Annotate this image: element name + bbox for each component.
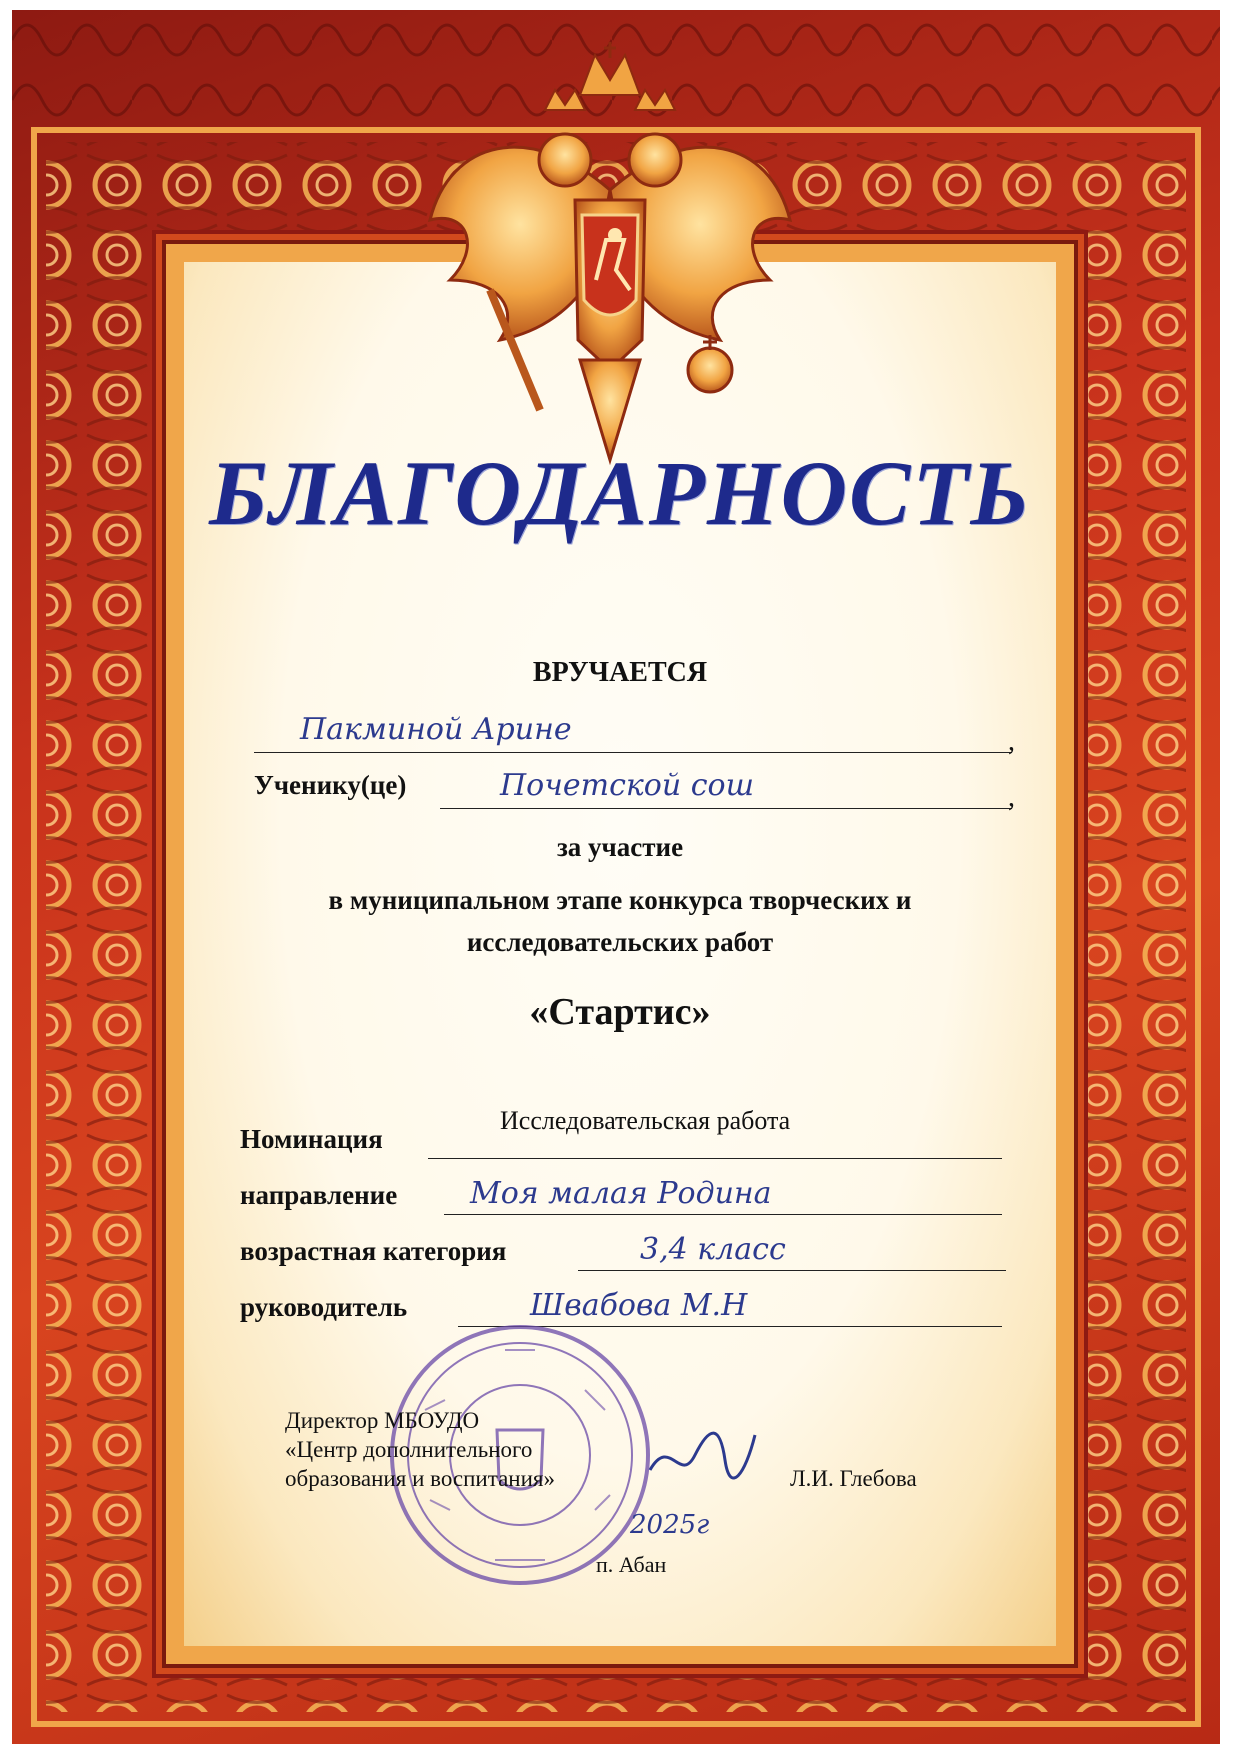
director-title-line-2: «Центр дополнительного bbox=[285, 1437, 533, 1462]
place-label: п. Абан bbox=[596, 1552, 667, 1577]
nomination-value: Исследовательская работа bbox=[500, 1106, 791, 1135]
age-underline bbox=[578, 1270, 1006, 1271]
director-name: Л.И. Глебова bbox=[790, 1466, 917, 1491]
participation-label: за участие bbox=[556, 832, 684, 862]
direction-label: направление bbox=[240, 1180, 398, 1210]
director-signature-icon bbox=[640, 1415, 760, 1495]
nomination-underline bbox=[428, 1158, 1002, 1159]
director-title-line-1: Директор МБОУДО bbox=[285, 1408, 480, 1433]
direction-underline bbox=[444, 1214, 1002, 1215]
nomination-label: Номинация bbox=[240, 1124, 383, 1154]
school-comma: , bbox=[1008, 782, 1015, 813]
supervisor-value: Швабова М.Н bbox=[530, 1288, 748, 1323]
school-underline bbox=[440, 808, 1012, 809]
contest-name: «Стартис» bbox=[529, 991, 711, 1033]
coat-of-arms-icon bbox=[410, 40, 810, 480]
recipient-name: Пакминой Арине bbox=[300, 712, 572, 747]
age-value: 3,4 класс bbox=[640, 1232, 786, 1267]
student-label: Ученику(це) bbox=[254, 770, 407, 800]
recipient-underline bbox=[254, 752, 1012, 753]
recipient-comma: , bbox=[1008, 726, 1015, 757]
certificate-title: БЛАГОДАРНОСТЬ bbox=[209, 442, 1031, 544]
event-line-1: в муниципальном этапе конкурса творческих и bbox=[328, 885, 912, 915]
supervisor-label: руководитель bbox=[240, 1292, 408, 1322]
event-line-2: исследовательских работ bbox=[466, 927, 774, 957]
school-name: Почетской сош bbox=[500, 768, 755, 803]
director-title-line-3: образования и воспитания» bbox=[285, 1466, 555, 1491]
year-value: 2025г bbox=[630, 1510, 710, 1540]
age-label: возрастная категория bbox=[240, 1236, 507, 1266]
direction-value: Моя малая Родина bbox=[470, 1176, 772, 1211]
awarded-label: ВРУЧАЕТСЯ bbox=[532, 657, 708, 688]
